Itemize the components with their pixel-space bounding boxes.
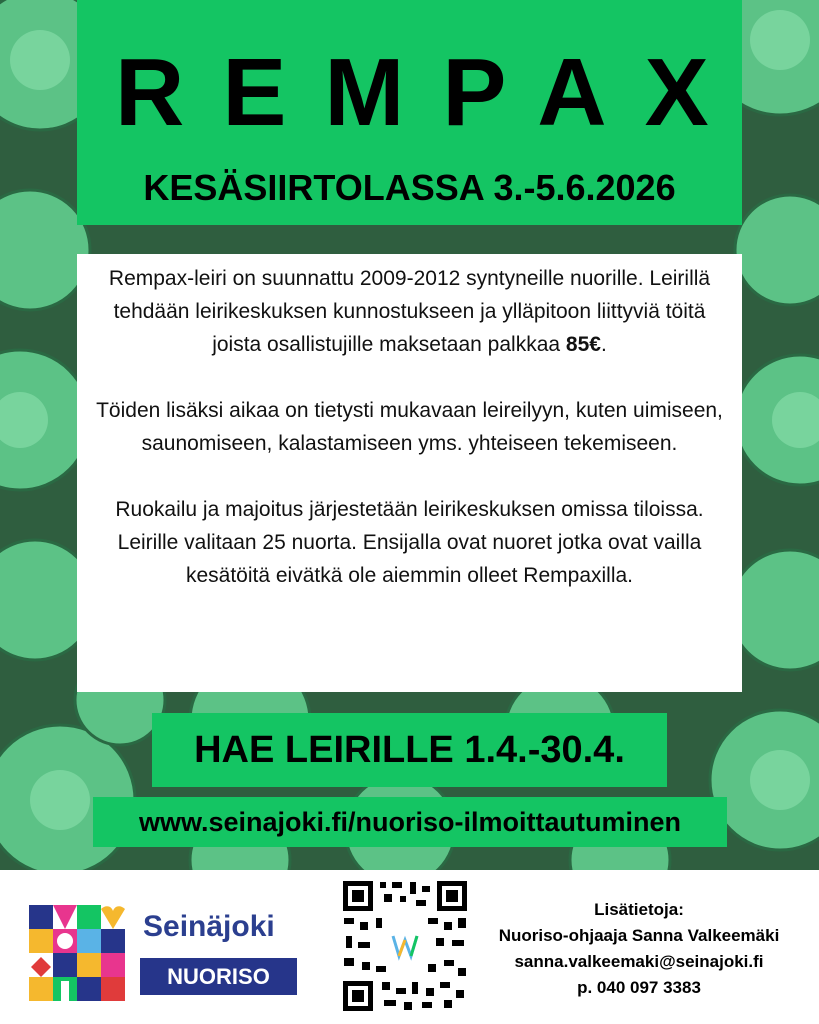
seinajoki-logo-icon — [29, 905, 125, 1001]
contact-info — [478, 897, 800, 1001]
qr-code-icon[interactable] — [340, 878, 470, 1014]
poster-subtitle: KESÄSIIRTOLASSA 3.-5.6.2026 — [143, 167, 676, 208]
info-panel — [77, 254, 742, 692]
brand-department: NUORISO — [140, 958, 297, 995]
poster-title: REMPAX — [115, 39, 747, 146]
salary-amount: 85€ — [565, 333, 601, 356]
contact-email[interactable]: sanna.valkeemaki@seinajoki.fi — [514, 952, 764, 971]
registration-url[interactable]: www.seinajoki.fi/nuoriso-ilmoittautuminen — [93, 797, 727, 847]
contact-name: Nuoriso-ohjaaja Sanna Valkeemäki — [498, 926, 780, 945]
contact-phone[interactable]: p. 040 097 3383 — [577, 978, 701, 997]
brand-name: Seinäjoki — [143, 910, 275, 943]
info-paragraph-1-end: . — [600, 333, 607, 356]
contact-heading: Lisätietoja: — [594, 900, 684, 919]
info-paragraph-2: Töiden lisäksi aikaa on tietysti mukavaan leireilyyn, kuten uimiseen, saunomiseen, kalastamiseen yms. yhteiseen tekemiseen. — [96, 399, 723, 455]
info-paragraph-1 — [91, 262, 728, 361]
info-paragraph-3: Ruokailu ja majoitus järjestetään leirikeskuksen omissa tiloissa. Leirille valitaan 25 nuorta. Ensijalla ovat nuoret jotka ovat vailla kesätöitä eivätkä ole aiemmin olleet Rempaxilla. — [115, 498, 704, 587]
apply-banner: HAE LEIRILLE 1.4.-30.4. — [152, 713, 667, 787]
title-banner — [77, 0, 747, 225]
footer — [0, 870, 819, 1024]
info-paragraph-1-text: Rempax-leiri on suunnattu 2009-2012 syntyneille nuorille. Leirillä tehdään leirikeskuksen kunnostukseen ja ylläpitoon liittyviä töitä joista osallistujille maksetaan palkkaa — [108, 267, 711, 356]
